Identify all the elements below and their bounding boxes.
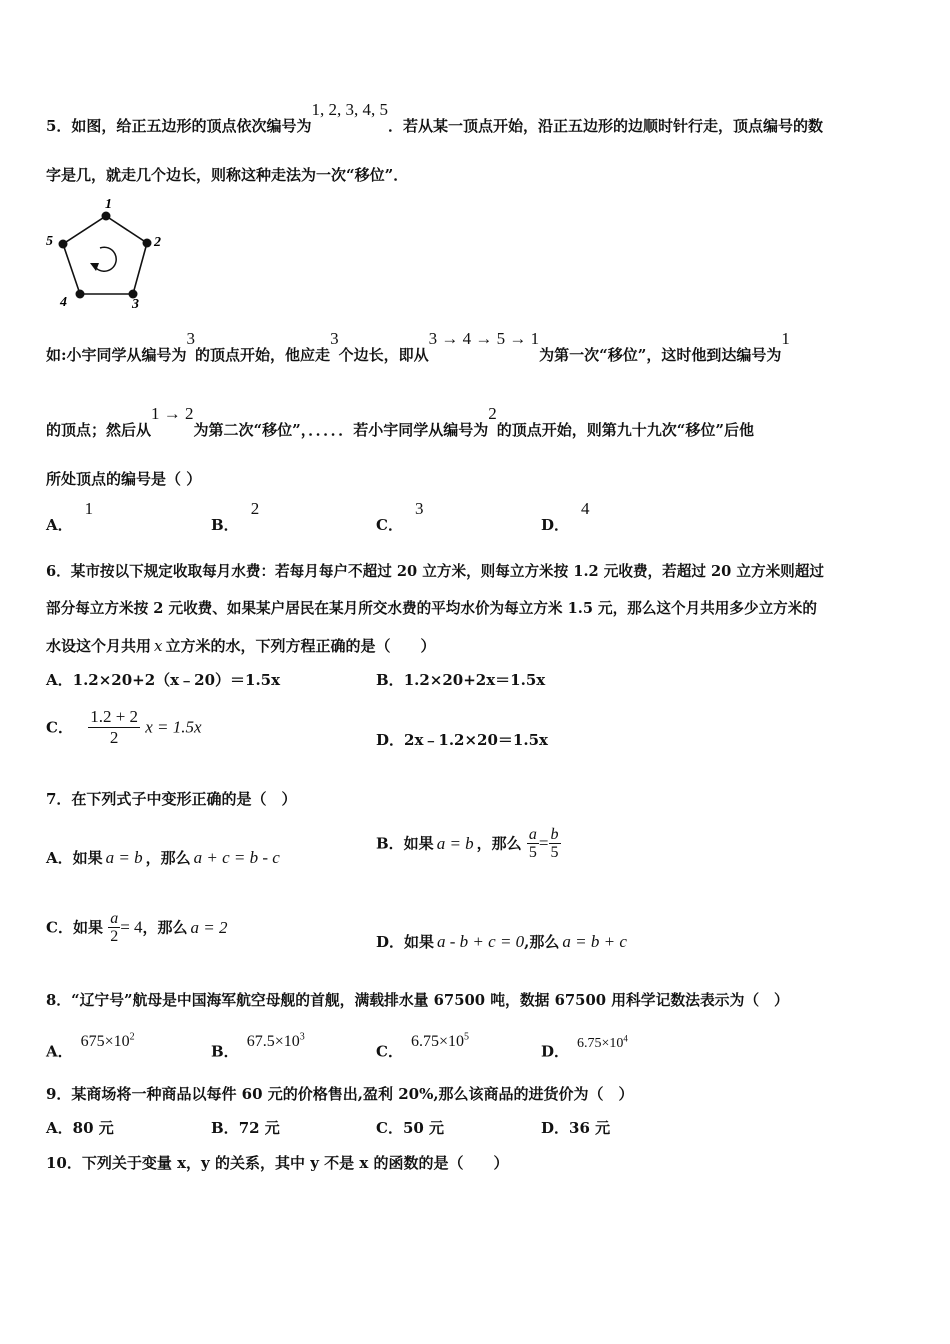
q5-math: 2	[488, 404, 497, 423]
option-label: C．	[376, 1119, 403, 1137]
exponent: 2	[129, 1032, 135, 1043]
option-value: x = 1.5x	[145, 717, 202, 737]
option-label: A．	[46, 671, 73, 689]
q6-text: 6．某市按以下规定收取每月水费：若每月每户不超过 20 立方米，则每立方米按 1.2 元收费，若超过 20 立方米则超过	[46, 563, 824, 580]
q9-option-c[interactable]	[376, 1118, 444, 1138]
q8-option-a[interactable]	[46, 1032, 135, 1062]
option-value: 675×10	[80, 1033, 130, 1051]
option-label: A．	[46, 1042, 73, 1061]
option-value: 2	[250, 499, 260, 518]
fraction	[549, 826, 561, 861]
option-label: A．如果	[46, 849, 103, 867]
q5-text: ．若从某一顶点开始，沿正五边形的边顺时针行走，顶点编号的数	[387, 117, 823, 135]
fraction	[108, 910, 120, 945]
option-text: ，那么	[142, 918, 188, 937]
q5-text: 为第一次“移位”，这时他到达编号为	[539, 346, 782, 364]
q5-math-vertices: 1, 2, 3, 4, 5	[311, 100, 388, 119]
math: = 4	[120, 917, 143, 937]
pentagon-outline	[63, 216, 147, 294]
q5-text: 的顶点开始，则第九十九次“移位”后他	[496, 421, 755, 439]
option-value: 2x﹣1.2×20＝1.5x	[404, 731, 548, 749]
vertex-label-4: 4	[60, 295, 67, 310]
vertex-label-1: 1	[105, 197, 112, 212]
option-text: ，那么	[476, 834, 522, 853]
fraction-numerator: b	[550, 826, 559, 843]
q5-line4	[46, 404, 755, 440]
q10-stem	[46, 1153, 509, 1173]
q6-var: x	[154, 637, 163, 655]
option-label: B．	[211, 516, 239, 534]
q5-text: 的顶点；然后从	[46, 421, 152, 439]
vertex-dot-2	[143, 239, 152, 248]
q6-line3	[46, 636, 436, 656]
q6-option-b[interactable]	[376, 670, 545, 690]
option-label: C．	[376, 516, 403, 534]
vertex-label-3: 3	[132, 297, 139, 312]
q9-option-b[interactable]	[211, 1118, 280, 1138]
q5-text: 为第二次“移位”，．．．．．若小宇同学从编号为	[193, 421, 489, 439]
q9-stem	[46, 1084, 634, 1104]
clockwise-arrow-icon	[96, 247, 116, 271]
option-value: 6.75×10	[410, 1033, 464, 1051]
q7-stem	[46, 789, 296, 809]
option-label: B．如果	[376, 834, 434, 853]
q6-text: 水设这个月共用	[46, 637, 152, 655]
q6-option-d[interactable]	[376, 730, 548, 750]
option-label: C．	[46, 718, 73, 737]
q6-option-a[interactable]	[46, 670, 280, 690]
vertex-label-5: 5	[46, 234, 53, 249]
option-value: 6.75×10	[577, 1035, 624, 1051]
fraction-denominator: 5	[528, 844, 537, 861]
q6-text: 立方米的水，下列方程正确的是（ ）	[165, 637, 436, 655]
q9-option-a[interactable]	[46, 1118, 114, 1138]
option-label: B．	[376, 671, 404, 689]
option-label: D．如果	[376, 933, 435, 951]
q5-text: 所处顶点的编号是（ ）	[46, 470, 202, 488]
math: a = b	[436, 833, 474, 853]
option-text: ，那么	[145, 849, 191, 867]
q5-option-b[interactable]	[211, 499, 260, 535]
q8-option-d[interactable]	[541, 1033, 628, 1064]
q7-option-a[interactable]	[46, 848, 280, 868]
pentagon-figure	[44, 196, 174, 312]
option-label: B．	[211, 1119, 239, 1137]
q7-option-c[interactable]	[46, 910, 228, 945]
option-label: D．	[541, 1042, 570, 1061]
q8-text: 8．“辽宁号”航母是中国海军航空母舰的首舰，满载排水量 67500 吨，数据 67500 用科学记数法表示为（ ）	[46, 992, 789, 1009]
fraction-denominator: 5	[550, 844, 559, 861]
math: =	[538, 833, 549, 853]
option-label: B．	[211, 1042, 239, 1061]
vertex-dot-4	[76, 290, 85, 299]
math: a + c = b - c	[193, 848, 280, 867]
q9-text: 9．某商场将一种商品以每件 60 元的价格售出,盈利 20%,那么该商品的进货价为（ ）	[46, 1085, 634, 1103]
q5-math: 1	[781, 329, 790, 348]
q7-text: 7．在下列式子中变形正确的是（ ）	[46, 790, 297, 808]
q5-line3	[46, 329, 790, 365]
option-value: 36 元	[569, 1119, 611, 1137]
exponent: 5	[463, 1032, 469, 1043]
q5-math-path: 3 → 4 → 5 → 1	[428, 329, 540, 348]
fraction-numerator: 1.2 + 2	[90, 707, 139, 726]
fraction-numerator: a	[110, 910, 119, 927]
option-value: 4	[581, 499, 590, 518]
fraction	[88, 707, 140, 748]
option-label: A．	[46, 516, 73, 534]
q9-option-d[interactable]	[541, 1118, 610, 1138]
option-value: 72 元	[238, 1119, 280, 1137]
q5-line1	[46, 100, 823, 136]
q5-line2	[46, 165, 408, 185]
option-label: D．	[541, 516, 570, 534]
q8-option-c[interactable]	[376, 1032, 469, 1062]
option-value: 50 元	[402, 1119, 445, 1137]
q5-line5	[46, 469, 201, 489]
q5-math: 3	[330, 329, 339, 348]
q5-text: 如:小宇同学从编号为	[46, 346, 187, 364]
exponent: 4	[623, 1033, 628, 1043]
q5-text: 5．如图，给正五边形的顶点依次编号为	[46, 117, 312, 135]
q5-math: 3	[186, 329, 196, 348]
q7-option-b[interactable]	[376, 826, 561, 861]
option-text: ,那么	[524, 933, 560, 951]
vertex-dot-5	[59, 240, 68, 249]
option-value: 1	[84, 499, 94, 518]
math: a - b + c = 0	[437, 932, 525, 951]
q5-math-path: 1 → 2	[151, 404, 194, 423]
option-value: 1.2×20+2（x﹣20）＝1.5x	[72, 671, 281, 689]
vertex-dot-1	[102, 212, 111, 221]
q6-line1	[46, 562, 824, 582]
option-label: C．	[376, 1042, 403, 1061]
q7-option-d[interactable]	[376, 932, 627, 952]
math: a = b	[105, 848, 143, 867]
q5-option-a[interactable]	[46, 499, 94, 535]
option-label: D．	[376, 731, 405, 749]
q8-option-b[interactable]	[211, 1032, 305, 1062]
option-value: 67.5×10	[246, 1033, 300, 1051]
option-value: 1.2×20+2x＝1.5x	[403, 671, 546, 689]
option-label: A．	[46, 1119, 73, 1137]
fraction-denominator: 2	[110, 928, 119, 945]
option-value: 3	[414, 499, 424, 518]
math: a = 2	[190, 917, 228, 937]
q10-text: 10．下列关于变量 x，y 的关系，其中 y 不是 x 的函数的是（ ）	[46, 1154, 509, 1172]
option-label: D．	[541, 1119, 570, 1137]
q5-option-c[interactable]	[376, 499, 424, 535]
q5-text: 字是几，就走几个边长，则称这种走法为一次“移位”．	[46, 166, 409, 184]
q5-text: 个边长，即从	[338, 346, 429, 364]
fraction-numerator: a	[528, 826, 537, 843]
option-value: 80 元	[72, 1119, 114, 1137]
exponent: 3	[299, 1032, 305, 1043]
fraction-denominator: 2	[109, 728, 119, 747]
q6-option-c[interactable]	[46, 707, 202, 748]
option-label: C．如果	[46, 918, 103, 937]
vertex-label-2: 2	[154, 235, 161, 250]
q6-text: 部分每立方米按 2 元收费、如果某户居民在某月所交水费的平均水价为每立方米 1.5 元，那么这个月共用多少立方米的	[46, 600, 817, 617]
q6-line2	[46, 599, 817, 619]
math: a = b + c	[562, 932, 627, 951]
fraction	[527, 826, 539, 861]
q5-option-d[interactable]	[541, 499, 590, 535]
q8-stem	[46, 991, 789, 1011]
q5-text: 的顶点开始，他应走	[195, 346, 331, 364]
